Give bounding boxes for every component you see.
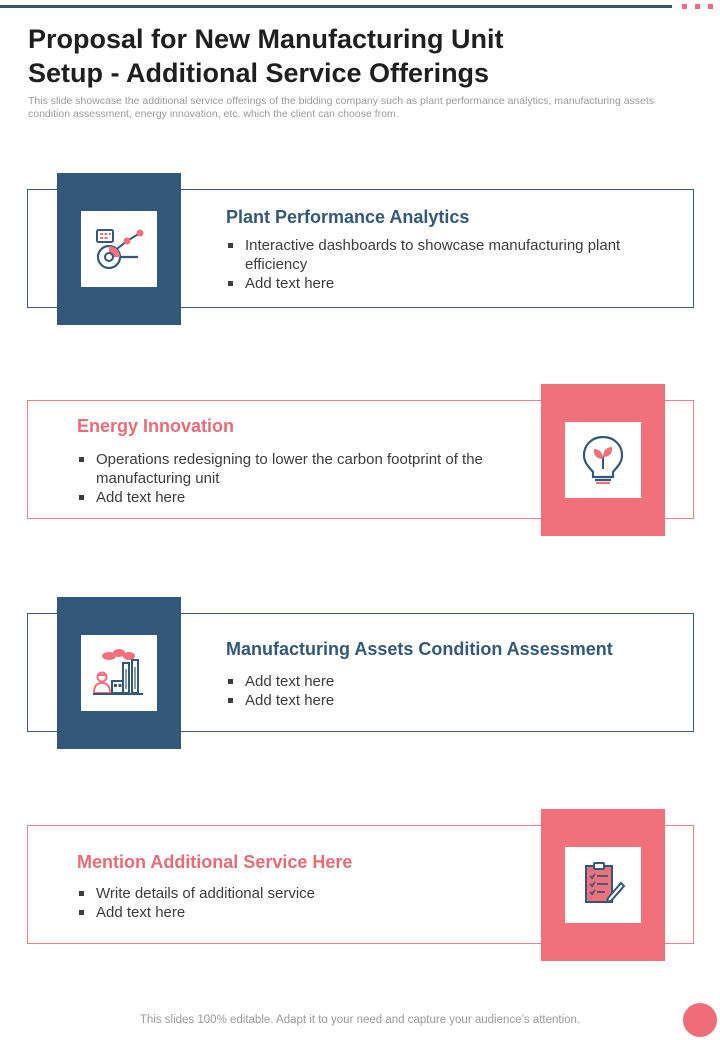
- service-bullets: [226, 672, 656, 710]
- list-item: Operations redesigning to lower the carbon footprint of the manufacturing unit: [77, 450, 517, 488]
- service-bullets: [77, 884, 517, 922]
- list-item: Add text here: [226, 672, 656, 691]
- service-heading: Plant Performance Analytics: [226, 207, 470, 227]
- service-icon-panel: [541, 809, 665, 961]
- list-item: Interactive dashboards to showcase manufacturing plant efficiency: [226, 236, 656, 274]
- list-item: Write details of additional service: [77, 884, 517, 903]
- list-item: Add text here: [77, 488, 517, 507]
- top-accent-line: [0, 5, 672, 8]
- service-icon-panel: [541, 384, 665, 536]
- list-item: Add text here: [226, 691, 656, 710]
- eco-lightbulb-icon: [578, 433, 628, 487]
- service-icon-frame: [81, 635, 157, 711]
- list-item: Add text here: [226, 274, 656, 293]
- service-bullets: [226, 236, 656, 293]
- service-icon-panel: [57, 173, 181, 325]
- checklist-pencil-icon: [578, 860, 628, 910]
- list-item: Add text here: [77, 903, 517, 922]
- service-heading: Energy Innovation: [77, 416, 235, 436]
- service-heading: Manufacturing Assets Condition Assessment: [226, 639, 613, 659]
- service-icon-frame: [565, 422, 641, 498]
- analytics-dashboard-icon: [94, 224, 144, 274]
- service-heading: Mention Additional Service Here: [77, 852, 353, 872]
- footer-note: This slides 100% editable. Adapt it to your need and capture your audience’s attention.: [139, 1014, 581, 1026]
- corner-circle-decoration: [683, 1003, 717, 1037]
- factory-worker-icon: [93, 647, 145, 699]
- top-accent-dash: [708, 4, 713, 9]
- top-accent-dash: [695, 4, 700, 9]
- top-accent-dash: [682, 4, 687, 9]
- service-icon-frame: [565, 847, 641, 923]
- service-bullets: [77, 450, 517, 507]
- page-title: Proposal for New Manufacturing Unit Setup - Additional Service Offerings: [28, 24, 504, 88]
- service-icon-panel: [57, 597, 181, 749]
- service-icon-frame: [81, 211, 157, 287]
- page-subtitle: This slide showcase the additional service offerings of the bidding company such as plant performance analytics, manufacturing assets condition assessment, energy innovation, etc. which the client can choose from.: [28, 95, 655, 120]
